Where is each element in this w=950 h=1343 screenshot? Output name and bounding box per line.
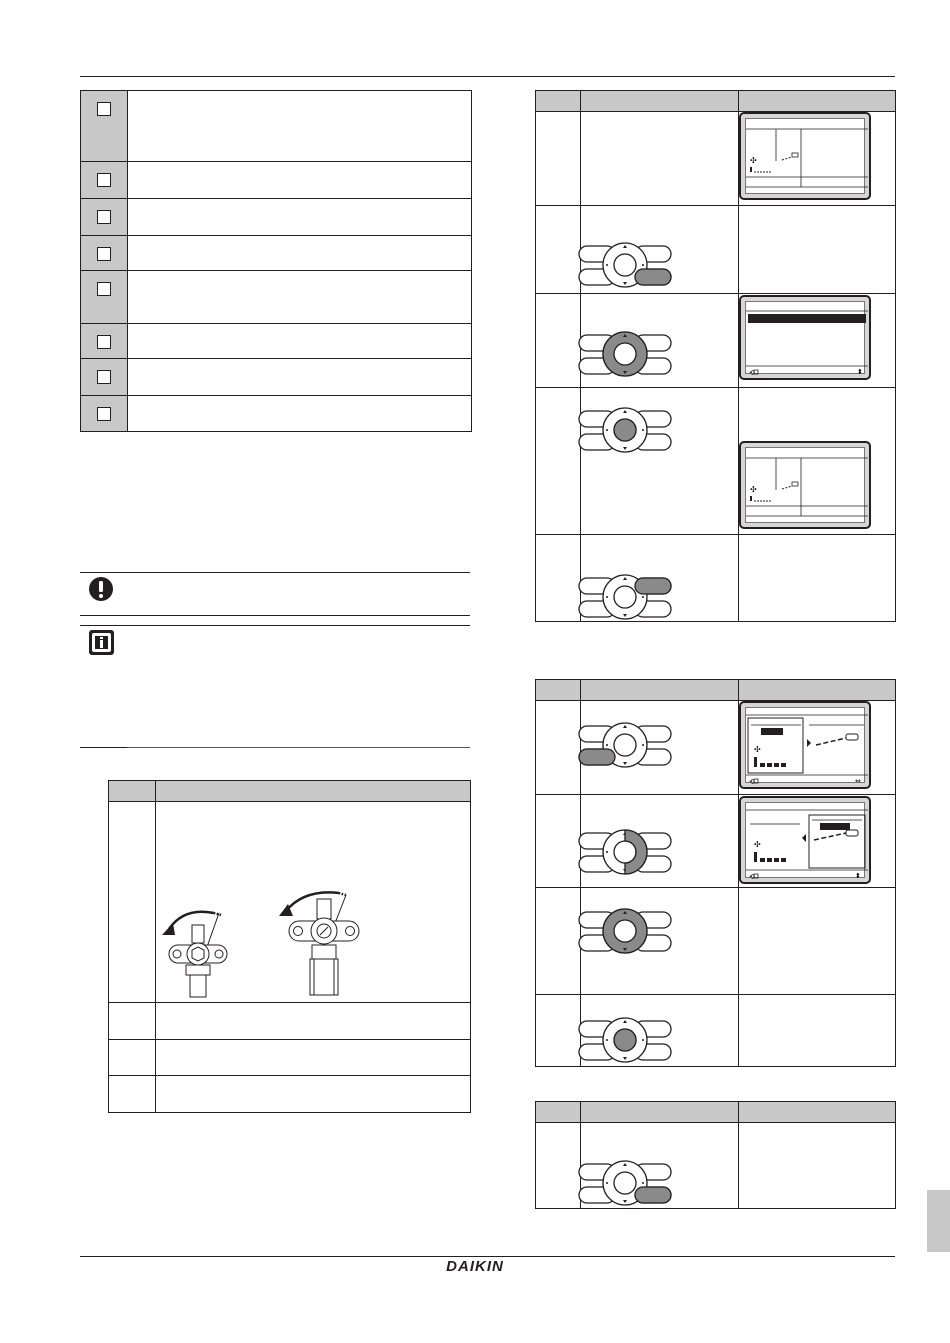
- remote-buttons-confirm-2[interactable]: [577, 1017, 677, 1065]
- checkbox[interactable]: [97, 407, 111, 421]
- notice-rule: [80, 625, 470, 626]
- checkbox[interactable]: [97, 102, 111, 116]
- checklist-row: [81, 270, 471, 323]
- valve-step-table: [108, 780, 471, 1113]
- exclamation-icon: [88, 576, 116, 604]
- checkbox[interactable]: [97, 210, 111, 224]
- checkbox[interactable]: [97, 335, 111, 349]
- lcd-mode-screen: [739, 701, 871, 789]
- svg-text:✣: ✣: [754, 745, 761, 754]
- footer-rule: [80, 1256, 895, 1257]
- remote-buttons-right[interactable]: [577, 829, 677, 877]
- checkbox[interactable]: [97, 247, 111, 261]
- table-header: [536, 1102, 895, 1123]
- checklist-row: [81, 395, 471, 431]
- lcd-main-screen: [739, 112, 871, 200]
- svg-text:✣: ✣: [750, 156, 757, 165]
- checkbox[interactable]: [97, 282, 111, 296]
- remote-buttons-cancel-2[interactable]: [577, 1160, 677, 1208]
- checklist-table: [80, 90, 472, 432]
- table-header: [109, 781, 470, 802]
- checkbox[interactable]: [97, 370, 111, 384]
- header-rule: [80, 76, 895, 77]
- remote-buttons-menu[interactable]: [577, 574, 677, 622]
- checklist-row: [81, 358, 471, 395]
- svg-text:⟲: ⟲: [749, 778, 755, 786]
- table-header: [536, 680, 895, 701]
- remote-buttons-cancel[interactable]: [577, 242, 677, 290]
- svg-text:✣: ✣: [750, 485, 757, 494]
- checklist-row: [81, 161, 471, 198]
- remote-buttons-mode[interactable]: [577, 722, 677, 770]
- remote-buttons-updown-2[interactable]: [577, 908, 677, 956]
- svg-text:⟲: ⟲: [749, 369, 755, 377]
- svg-text:⬍: ⬍: [857, 368, 863, 376]
- checklist-row: [81, 91, 471, 161]
- remote-buttons-confirm[interactable]: [577, 407, 677, 455]
- lcd-main-screen-2: [739, 441, 871, 529]
- notice-rule: [80, 747, 127, 748]
- table-header: [536, 91, 895, 112]
- svg-text:⬍: ⬍: [855, 872, 861, 880]
- svg-text:⟲: ⟲: [749, 873, 755, 881]
- notice-rule: [80, 572, 470, 573]
- chapter-tab: [927, 1190, 950, 1252]
- checklist-row: [81, 323, 471, 358]
- svg-text:✣: ✣: [754, 840, 761, 849]
- remote-buttons-updown[interactable]: [577, 331, 677, 379]
- checkbox[interactable]: [97, 173, 111, 187]
- info-icon: [88, 629, 116, 657]
- checklist-row: [81, 235, 471, 270]
- lcd-mode-screen-2: [739, 796, 871, 884]
- lcd-menu-screen: [739, 295, 871, 380]
- notice-rule: [80, 615, 470, 616]
- checklist-row: [81, 198, 471, 235]
- svg-text:⇔: ⇔: [855, 777, 861, 785]
- daikin-logo: DAIKIN: [446, 1258, 504, 1275]
- notice-rule: [127, 747, 470, 748]
- stop-valve-small-illustration: [159, 885, 249, 1000]
- stop-valve-large-illustration: [274, 871, 379, 1001]
